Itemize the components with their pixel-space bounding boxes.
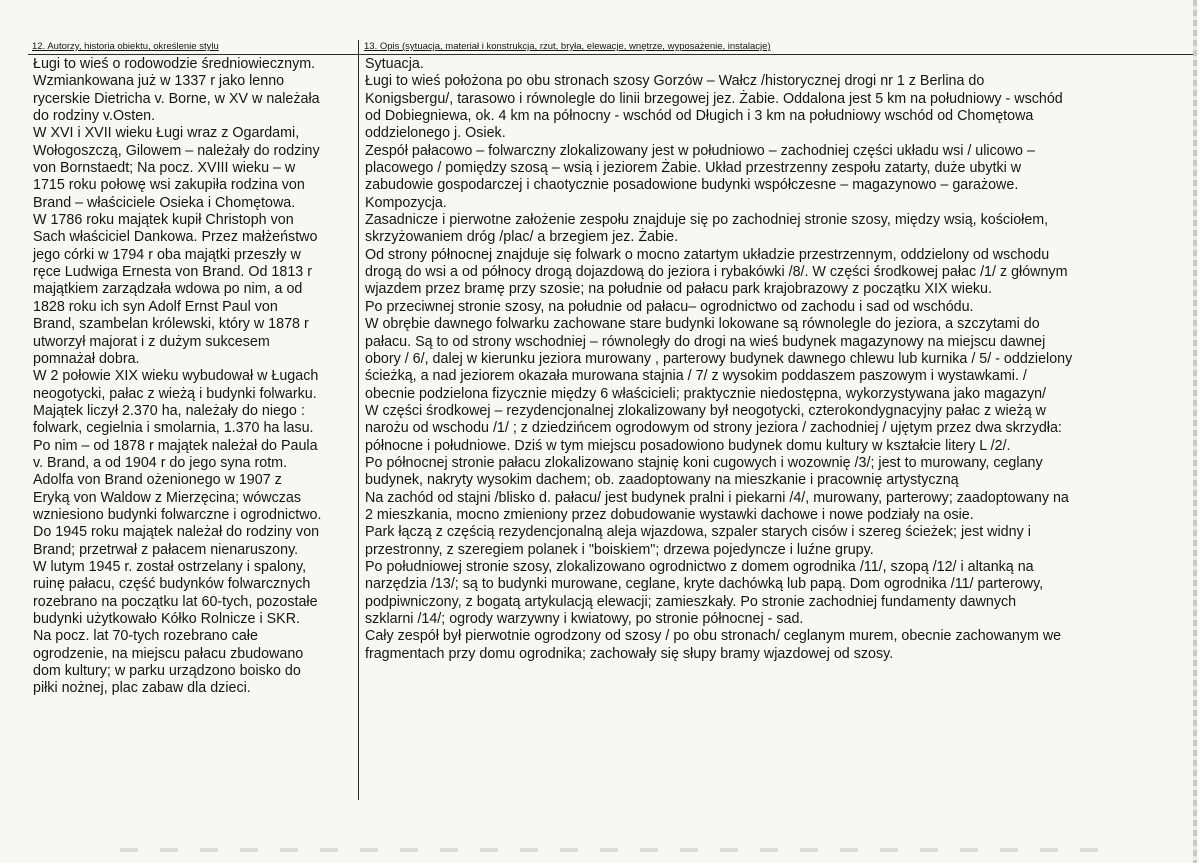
description-line: narzędzia /13/; są to budynki murowane, ceglane, kryte dachówką lub papą. Dom ogrodnika /11/ parterowy, bbox=[365, 576, 1044, 593]
history-line: Wołogoszczą, Gilowem – należały do rodziny bbox=[33, 142, 320, 159]
history-line: jego córki w 1794 r oba majątki przeszły w bbox=[33, 246, 301, 263]
history-line: neogotycki, pałac z wieżą i budynki folwarku. bbox=[33, 385, 317, 402]
history-line: W XVI i XVII wieku Ługi wraz z Ogardami, bbox=[33, 125, 300, 142]
column-divider bbox=[358, 40, 359, 800]
history-line: 1715 roku połowę wsi zakupiła rodzina von bbox=[33, 177, 305, 194]
history-line: pomnażał dobra. bbox=[33, 350, 140, 367]
description-line: od Dobiegniewa, ok. 4 km na północny - wschód od Długich i 3 km na południowy wschód od Chomętowa bbox=[365, 108, 1034, 125]
description-line: Ługi to wieś położona po obu stronach szosy Gorzów – Wałcz /historycznej drogi nr 1 z Berlina do bbox=[365, 73, 985, 90]
description-line: podpiwniczony, z bogatą artykulacją elewacji; zamieszkały. Po stronie zachodniej fundamenty dawnych bbox=[365, 593, 1017, 610]
description-line: szklarni /14/; ogrody warzywny i kwiatowy, po stronie północnej - sad. bbox=[365, 611, 804, 627]
description-column bbox=[365, 56, 1195, 663]
history-line: 1828 roku ich syn Adolf Ernst Paul von bbox=[33, 298, 278, 315]
description-line: obory / 6/, dalej w kierunku jeziora murowany , parterowy budynek dawnego chlewu lub kurnika / 5/ - oddzielony bbox=[365, 350, 1073, 367]
description-line: ścieżką, a nad jeziorem okazała murowana stajnia / 7/ z wysokim poddaszem paszowym i wystawkami. / bbox=[365, 368, 1027, 385]
history-line: von Bornstaedt; Na pocz. XVIII wieku – w bbox=[33, 160, 296, 177]
history-line: dom kultury; w parku urządzono boisko do bbox=[33, 663, 301, 680]
description-line: Zespół pałacowo – folwarczny zlokalizowany jest w południowo – zachodniej części układu wsi / ulicowo – bbox=[365, 142, 1035, 159]
description-line: północne i południowe. Dziś w tym miejscu posadowiono budynek domu kultury w kształcie litery L /2/. bbox=[365, 437, 1011, 454]
description-line: 2 mieszkania, mocno zmieniony przez dobudowanie wystawki dachowe i nowe podziały na osie. bbox=[365, 506, 974, 523]
history-line: ruinę pałacu, część budynków folwarcznych bbox=[33, 576, 311, 593]
description-line: skrzyżowaniem dróg /plac/ a brzegiem jez. Żabie. bbox=[365, 229, 679, 246]
description-line: W części środkowej – rezydencjonalnej zlokalizowany był neogotycki, czterokondygnacyjny pałac z wieżą w bbox=[365, 402, 1047, 419]
history-line: Na pocz. lat 70-tych rozebrano całe bbox=[33, 628, 258, 645]
history-line: Wzmiankowana już w 1337 r jako lenno bbox=[33, 73, 285, 90]
history-line: budynki użytkowało Kółko Rolnicze i SKR. bbox=[33, 611, 300, 627]
description-line: Cały zespół był pierwotnie ogrodzony od szosy / po obu stronach/ ceglanym murem, obecnie zachowanym we bbox=[365, 628, 1062, 645]
history-line: W lutym 1945 r. został ostrzelany i spalony, bbox=[33, 558, 307, 575]
description-line: Po południowej stronie szosy, zlokalizowano ogrodnictwo z domem ogrodnika /11/, szopą /12/ i altanką na bbox=[365, 558, 1034, 575]
history-line: Brand, szambelan królewski, który w 1878 r bbox=[33, 316, 309, 333]
history-line: piłki nożnej, plac zabaw dla dzieci. bbox=[33, 680, 251, 697]
header-rule bbox=[28, 54, 1196, 55]
history-line: do rodziny v.Osten. bbox=[33, 108, 156, 125]
description-line: drogą do wsi a od północy drogą dojazdową do jeziora i rybakówki /8/. W części środkowej pałac /1/ z głównym bbox=[365, 264, 1068, 281]
history-line: Po nim – od 1878 r majątek należał do Paula bbox=[33, 437, 318, 454]
description-line: przestronny, z szeregiem polanek i "boiskiem"; drzewa pojedyncze i luźne grupy. bbox=[365, 541, 874, 558]
description-line: Od strony północnej znajduje się folwark o mocno zatartym układzie przestrzennym, oddzielony od wschodu bbox=[365, 246, 1050, 263]
description-line: obecnie podzielona fizycznie między 6 właścicieli; praktycznie niedostępna, wykorzystywana jako magazyn/ bbox=[365, 385, 1047, 402]
history-line: majątkiem zarządzała wdowa po nim, a od bbox=[33, 281, 303, 298]
history-column bbox=[33, 56, 355, 698]
description-line: wjazdem przez bramę przy szosie; na południe od pałacu park krajobrazowy z początku XIX wieku. bbox=[365, 281, 992, 298]
history-line: Brand; przetrwał z pałacem nienaruszony. bbox=[33, 541, 299, 558]
description-line: narożu od wschodu /1/ ; z dziedzińcem ogrodowym od strony jeziora / zachodniej / ujętym przez dwa skrzydła: bbox=[365, 420, 1062, 437]
description-line: budynek, nakryty wysokim dachem; ob. zaadoptowany na mieszkanie i pracownię artystyczną bbox=[365, 472, 959, 489]
description-line: Kompozycja. bbox=[365, 194, 447, 211]
history-line: wzniesiono budynki folwarczne i ogrodnictwo. bbox=[33, 506, 322, 523]
history-line: Sach właściciel Dankowa. Przez małżeństwo bbox=[33, 229, 318, 246]
history-line: Adolfa von Brand ożenionego w 1907 z bbox=[33, 472, 282, 489]
history-line: Brand – właściciele Osieka i Chomętowa. bbox=[33, 194, 296, 211]
history-line: ogrodzenie, na miejscu pałacu zbudowano bbox=[33, 645, 304, 662]
history-line: Do 1945 roku majątek należał do rodziny von bbox=[33, 524, 320, 541]
history-line: rozebrano na początku lat 60-tych, pozostałe bbox=[33, 593, 318, 610]
description-line: Po przeciwnej stronie szosy, na południe od pałacu– ogrodnictwo od zachodu i sad od wschódu. bbox=[365, 298, 974, 315]
history-line: W 2 połowie XIX wieku wybudował w Ługach bbox=[33, 368, 319, 385]
description-line: W obrębie dawnego folwarku zachowane stare budynki lokowane są równolegle do jeziora, a szczytami do bbox=[365, 316, 1040, 333]
history-line: W 1786 roku majątek kupił Christoph von bbox=[33, 212, 294, 229]
description-line: Park łączą z częścią rezydencjonalną aleja wjazdowa, szpaler starych cisów i szereg ścieżek; jest widny i bbox=[365, 524, 1031, 541]
description-line: fragmentach przy domu ogrodnika; zachowały się słupy bramy wjazdowej od szosy. bbox=[365, 645, 894, 662]
history-line: utworzył majorat i z dużym sukcesem bbox=[33, 333, 270, 350]
description-line: Po północnej stronie pałacu zlokalizowano stajnię koni cugowych i wozownię /3/; jest to murowany, ceglany bbox=[365, 454, 1043, 471]
description-line: Konigsbergu/, tarasowo i równolegle do linii brzegowej jez. Żabie. Oddalona jest 5 km na południowy - wschód bbox=[365, 90, 1063, 107]
description-line: Na zachód od stajni /blisko d. pałacu/ jest budynek pralni i piekarni /4/, murowany, parterowy; zaadoptowany na bbox=[365, 489, 1069, 506]
history-line: v. Brand, a od 1904 r do jego syna rotm. bbox=[33, 454, 288, 471]
history-line: Eryką von Waldow z Mierzęcina; wówczas bbox=[33, 489, 302, 506]
history-line: Ługi to wieś o rodowodzie średniowiecznym. bbox=[33, 56, 316, 72]
scan-artifact bbox=[120, 848, 1120, 852]
section-13-header: 13. Opis (sytuacja, materiał i konstrukcja, rzut, bryła, elewacje, wnętrze, wyposażenie, instalacje) bbox=[364, 41, 771, 52]
description-line: zabudowie gospodarczej i chaotycznie posadowione budynki współczesne – magazynowo – garażowe. bbox=[365, 177, 1019, 194]
history-line: folwark, cegielnia i smolarnia, 1.370 ha lasu. bbox=[33, 420, 314, 437]
description-line: pałacu. Są to od strony wschodniej – równoległy do drogi na wieś budynek magazynowy na miejscu dawnej bbox=[365, 333, 1046, 350]
history-line: ręce Ludwiga Ernesta von Brand. Od 1813 r bbox=[33, 264, 312, 281]
description-line: Zasadnicze i pierwotne założenie zespołu znajduje się po zachodniej stronie szosy, między wsią, kościołem, bbox=[365, 212, 1049, 229]
description-line: placowego / pomiędzy szosą – wsią i jeziorem Żabie. Układ przestrzenny zespołu zatarty, duże ubytki w bbox=[365, 160, 1022, 177]
history-line: rycerskie Dietricha v. Borne, w XV w należała bbox=[33, 90, 320, 107]
history-line: Majątek liczył 2.370 ha, należały do niego : bbox=[33, 402, 305, 419]
section-12-header: 12. Autorzy, historia obiektu, określenie stylu bbox=[32, 41, 219, 52]
description-line: Sytuacja. bbox=[365, 56, 424, 72]
description-line: oddzielonego j. Osiek. bbox=[365, 125, 506, 142]
